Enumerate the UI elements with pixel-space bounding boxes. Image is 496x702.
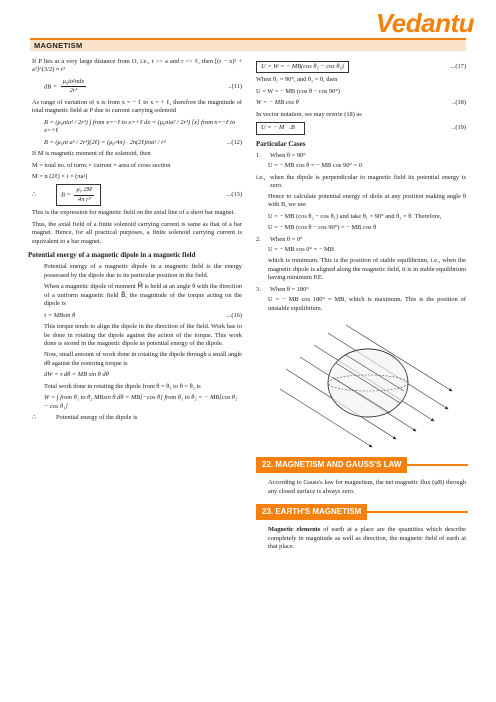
paragraph: If P lies at a very large distance from O, i.e., r >> a and r >> ℓ, then [(r − x)² + a²]^(3/2) ≈ r³	[32, 58, 242, 74]
gauss-law-figure	[276, 319, 456, 449]
list-item: 2. When θ = 0°	[256, 235, 303, 243]
paragraph: Thus, the axial field of a finite solenoid carrying current is same as that of a bar magnet. Hence, for all practical purposes, a finite solenoid carrying current is equivalent to a bar magnet.	[32, 220, 242, 245]
subheading: Particular Cases	[256, 139, 306, 148]
paragraph: Total work done in rotating the dipole from θ = θ₁ to θ = θ₂ is	[44, 382, 201, 390]
equation-12: B = (μ₀ni a² / 2r³)(2ℓ) = (μ₀/4π) · 2n(2ℓ)iπa² / r³ ...(12)	[44, 138, 242, 146]
paragraph: M = total no. of turns × current × area of cross section	[32, 161, 171, 169]
equation-19: U = − M⃗.B⃗ ..(19)	[256, 122, 466, 134]
list-item: 1. When θ = 90°	[256, 151, 306, 159]
paragraph: U = − MB (cos θ − cos 90°) = − MB cos θ	[268, 224, 377, 232]
equation-11: dB = $\frac{\text{μ₀ia²ndx}}{\text{2r³}}$ ..(11)	[44, 77, 242, 95]
topic-header: MAGNETISM	[30, 38, 466, 51]
potential-energy-line: ∴ Potential energy of the dipole is	[32, 414, 138, 422]
field-lines-diagram	[276, 319, 456, 449]
paragraph: which is minimum. This is the position of stable equilibrium, i.e., when the magnetic dipole is aligned along the magnetic field, it is in stable equilibrium having minimum P.E.	[268, 257, 466, 282]
paragraph: M = n (2ℓ) × i × (πa²)	[32, 172, 88, 180]
right-column	[256, 58, 466, 554]
paragraph: In vector notation, we may rewrie (18) as	[256, 110, 362, 118]
equation-dw: dW = τ dθ = MB sin θ dθ	[44, 371, 109, 379]
equation-17: U = W = − MB(cos θ₂ − cos θ₁) ...(17)	[256, 61, 466, 73]
paragraph: Potential energy of a magnetic dipole in a magnetic field is the energy possessed by the dipole due to its particular position in the field.	[44, 263, 242, 279]
paragraph: According to Gauss's law for magnetism, the net magnetic flux (φB) through any closed surface is always zero.	[268, 479, 466, 495]
paragraph: When θ₁ = 90°, and θ₂ = θ, then	[256, 76, 338, 84]
equation-16: τ = MBsin θ ...(16)	[44, 311, 242, 319]
paragraph: This is the expression for magnetic field on the axial line of a short bar magnet.	[32, 209, 236, 217]
paragraph: As range of variation of x is from x = − ℓ to x = + ℓ, therefore the magnitude of total magnetic field at P due to current carrying solenoid	[32, 98, 242, 115]
equation-13: ∴ B = $\frac{\text{μ₀ 2M}}{\text{4π r³}}$ ...(13)	[32, 184, 242, 206]
section-23-header: 23. EARTH'S MAGNETISM	[256, 504, 468, 520]
equation-w: W = ∫ from θ₁ to θ₂ MBsin θ dθ = MB[−cos θ] from θ₁ to θ₂ = − MB[cos θ₂ − cos θ₁]	[44, 394, 238, 410]
paragraph: U = − MB cos θ = − MB cos 90° = 0	[268, 162, 362, 170]
paragraph: U = − MB (cos θ₂ − cos θ₁) and take θ₁ = 90° and θ₂ = θ. Therefore,	[268, 212, 442, 220]
equation-b-integral: B = (μ₀nia² / 2r³) ∫ from x=−ℓ to x=+ℓ dx = (μ₀nia² / 2r³) [x] from x=−ℓ to x=+ℓ	[44, 118, 236, 135]
list-item: i.e., when the dipole is perpendicular to magnetic field its potential energy is zero.	[256, 173, 466, 190]
paragraph: This torque tends to align the dipole in the direction of the field. Work has to be done in rotating the dipole against the action of the torque. This work done is stored in the magnetic dipole as potential energy of the dipole.	[44, 323, 242, 348]
paragraph: Magnetic elements of earth at a place are the quantities which describe completely in magnitude as well as direction, the magnetic field of earth at that place.	[268, 526, 466, 551]
subheading: Potential energy of a magnetic dipole in a magnetic field	[28, 251, 196, 260]
paragraph: If M is magnetic moment of the solenoid, then	[32, 150, 151, 158]
paragraph: When a magnetic dipole of moment M⃗ is held at an angle θ with the direction of a uniform magnetic field B⃗, the magnitude of the torque acting on the dipole is	[44, 283, 242, 308]
section-22-header: 22. MAGNETISM AND GAUSS'S LAW	[256, 457, 468, 473]
paragraph: U = − MB cos 0° = − MB	[268, 246, 334, 254]
paragraph: U = − MB cos 180° = MB, which is maximum. This is the position of unstable equilibrium.	[268, 296, 466, 312]
left-column	[28, 58, 242, 426]
paragraph: Now, small amount of work done in rotating the dipole through a small angle dθ against the restoring torque is	[44, 351, 242, 367]
equation-18: W = − MB cos θ ..(18)	[256, 99, 466, 107]
paragraph: Hence to calculate potential energy of diole at any position making angle θ with B, we use	[268, 192, 466, 209]
list-item: 3. When θ = 180°	[256, 285, 309, 293]
brand-logo: Vedantu	[375, 8, 474, 38]
paragraph: U = W = − MB (cos θ − cos 90°)	[256, 87, 341, 95]
